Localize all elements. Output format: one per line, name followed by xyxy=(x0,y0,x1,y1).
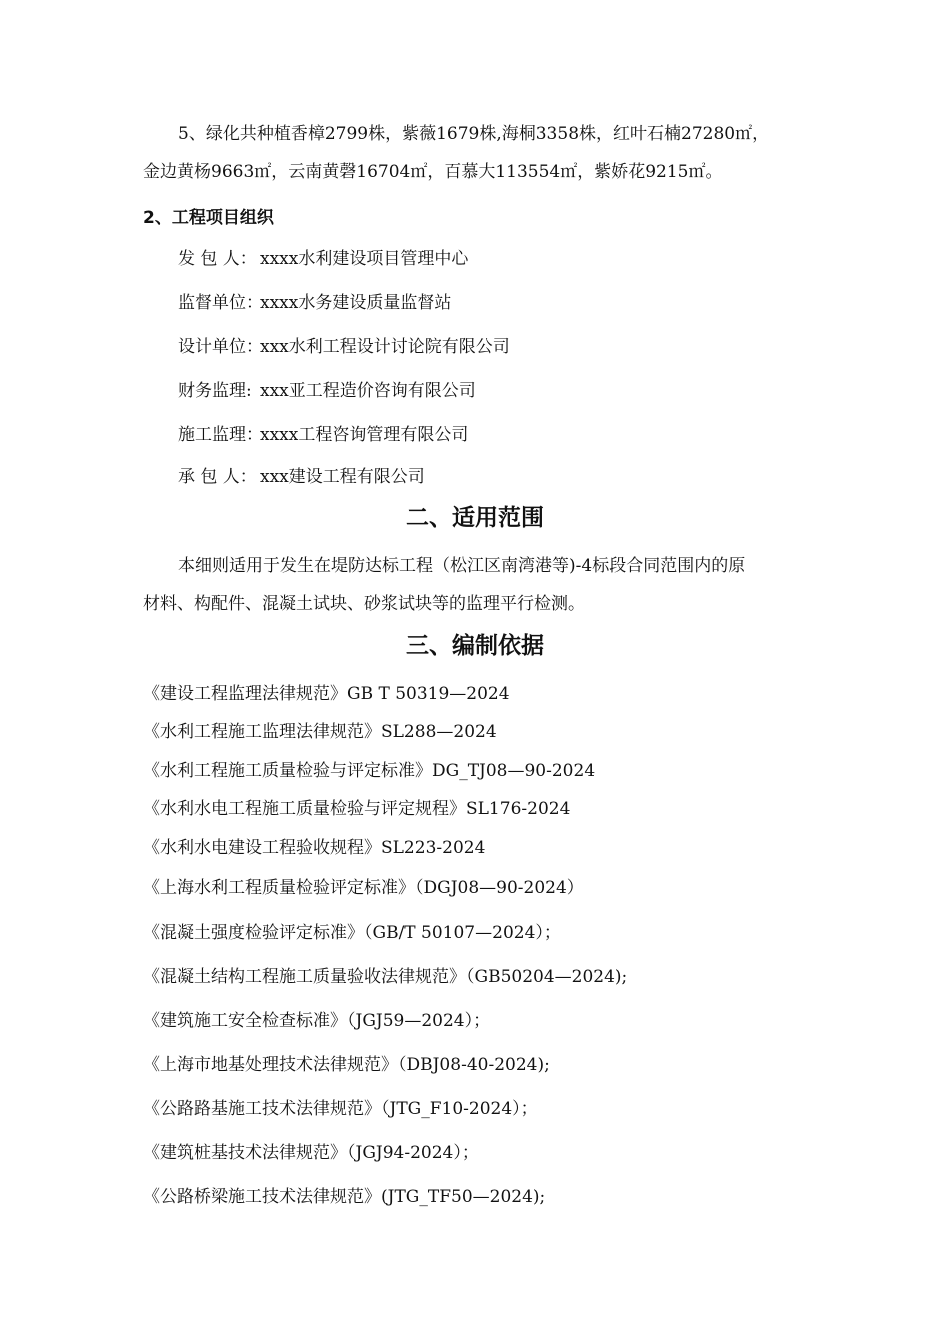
org-label: 财务监理: xyxy=(178,381,252,401)
basis-item: 《建筑施工安全检查标准》（JGJ59—2024）； xyxy=(143,1011,491,1031)
org-value: xxx亚工程造价咨询有限公司 xyxy=(260,381,476,401)
basis-item: 《公路桥梁施工技术法律规范》(JTG_TF50—2024); xyxy=(143,1187,546,1207)
scope-heading: 二、适用范围 xyxy=(406,505,544,531)
org-value: xxxx水务建设质量监督站 xyxy=(260,293,452,313)
basis-item: 《上海市地基处理技术法律规范》（DBJ08-40-2024); xyxy=(143,1055,550,1075)
org-item-financial xyxy=(178,380,476,402)
org-label: 施工监理： xyxy=(178,425,263,445)
basis-item: 《公路路基施工技术法律规范》（JTG_F10-2024）； xyxy=(143,1099,538,1119)
org-value: xxx建设工程有限公司 xyxy=(260,467,425,487)
basis-item: 《水利水电建设工程验收规程》SL223-2024 xyxy=(143,838,486,858)
org-item-construction-supervision xyxy=(178,424,468,446)
project-org-heading: 2、工程项目组织 xyxy=(143,208,274,228)
org-label: 设计单位： xyxy=(178,337,263,357)
org-item-contractor xyxy=(178,466,425,488)
basis-item: 《水利水电工程施工质量检验与评定规程》SL176-2024 xyxy=(143,799,571,819)
org-item-supervision xyxy=(178,292,451,314)
org-label: 监督单位： xyxy=(178,293,263,313)
greening-line-1: 5、绿化共种植香樟2799株，紫薇1679株,海桐3358株，红叶石楠27280㎡， xyxy=(178,124,770,144)
org-label: 发 包 人： xyxy=(178,249,257,269)
scope-line-2: 材料、构配件、混凝土试块、砂浆试块等的监理平行检测。 xyxy=(143,594,585,614)
org-value: xxxx水利建设项目管理中心 xyxy=(260,249,469,269)
org-value: xxxx工程咨询管理有限公司 xyxy=(260,425,469,445)
basis-item: 《上海水利工程质量检验评定标准》（DGJ08—90-2024） xyxy=(143,878,584,898)
basis-item: 《混凝土强度检验评定标准》（GB/T 50107—2024）； xyxy=(143,923,561,943)
basis-heading: 三、编制依据 xyxy=(406,633,544,659)
basis-item: 《混凝土结构工程施工质量验收法律规范》（GB50204—2024); xyxy=(143,967,628,987)
basis-item: 《水利工程施工质量检验与评定标准》DG_TJ08—90-2024 xyxy=(143,761,596,781)
org-label: 承 包 人： xyxy=(178,467,257,487)
basis-item: 《水利工程施工监理法律规范》SL288—2024 xyxy=(143,722,497,742)
basis-item: 《建设工程监理法律规范》GB T 50319—2024 xyxy=(143,684,510,704)
org-item-design xyxy=(178,336,510,358)
greening-line-2: 金边黄杨9663㎡，云南黄磬16704㎡，百慕大113554㎡，紫娇花9215㎡。 xyxy=(143,162,723,182)
org-item-employer xyxy=(178,248,468,270)
basis-item: 《建筑桩基技术法律规范》（JGJ94-2024）； xyxy=(143,1143,479,1163)
org-value: xxx水利工程设计讨论院有限公司 xyxy=(260,337,510,357)
scope-line-1: 本细则适用于发生在堤防达标工程（松江区南湾港等)-4标段合同范围内的原 xyxy=(178,556,746,576)
